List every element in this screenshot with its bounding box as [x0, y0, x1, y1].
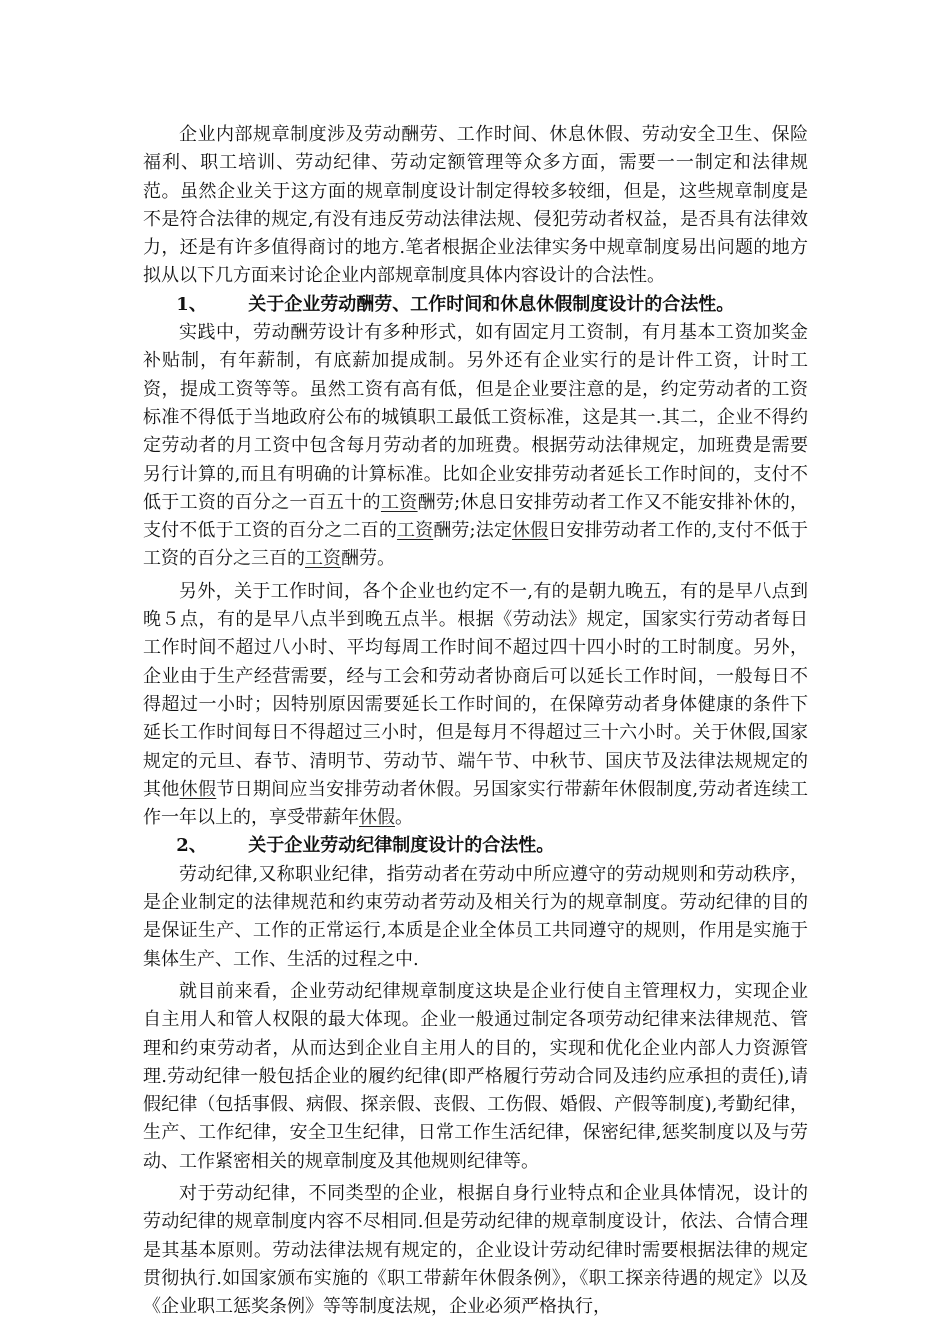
text-run: 酬劳;休息日安排劳动者工作又不能安排补休的，支付不低于工资的百分之二百的	[143, 491, 809, 542]
paragraph-wages	[143, 319, 808, 574]
text-run: 酬劳。	[341, 548, 395, 570]
link-holiday[interactable]: 休假	[179, 778, 217, 800]
paragraph-discipline-scope: 就目前来看，企业劳动纪律规章制度这块是企业行使自主管理权力，实现企业自主用人和管人权限的最大体现。企业一般通过制定各项劳动纪律来法律规范、管理和约束劳动者，从而达到企业自主用人的目的，实现和优化企业内部人力资源管理.劳动纪律一般包括企业的履约纪律(即严格履行劳动合同及违约应承担的责任),请假纪律（包括事假、病假、探亲假、丧假、工伤假、婚假、产假等制度),考勤纪律，生产、工作纪律，安全卫生纪律，日常工作生活纪律，保密纪律,惩奖制度以及与劳动、工作紧密相关的规章制度及其他规则纪律等。	[143, 980, 808, 1172]
text-run: 酬劳;法定	[433, 520, 513, 542]
link-wage[interactable]: 工资	[396, 520, 434, 542]
text-run: 。	[395, 807, 413, 829]
link-wage[interactable]: 工资	[305, 548, 341, 570]
link-wage[interactable]: 工资	[380, 491, 418, 513]
intro-paragraph: 企业内部规章制度涉及劳动酬劳、工作时间、休息休假、劳动安全卫生、保险福利、职工培训、劳动纪律、劳动定额管理等众多方面，需要一一制定和法律规范。虽然企业关于这方面的规章制度设计制定得较多较细，但是，这些规章制度是不是符合法律的规定,有没有违反劳动法律法规、侵犯劳动者权益，是否具有法律效力，还是有许多值得商讨的地方.笔者根据企业法律实务中规章制度易出问题的地方拟从以下几方面来讨论企业内部规章制度具体内容设计的合法性。	[143, 124, 808, 287]
paragraph-discipline-principles: 对于劳动纪律，不同类型的企业，根据自身行业特点和企业具体情况，设计的劳动纪律的规章制度内容不尽相同.但是劳动纪律的规章制度设计，依法、合情合理是其基本原则。劳动法律法规有规定的，企业设计劳动纪律时需要根据法律的规定贯彻执行.如国家颁布实施的《职工带薪年休假条例》，《职工探亲待遇的规定》以及《企业职工惩奖条例》等等制度法规，企业必须严格执行，	[143, 1182, 808, 1318]
link-holiday[interactable]: 休假	[359, 807, 395, 829]
section-title-2: 关于企业劳动纪律制度设计的合法性。	[248, 835, 555, 857]
paragraph-working-hours	[143, 578, 808, 833]
text-run: 节日期间应当安排劳动者休假。另国家实行带薪年休假制度,劳动者连续工作一年以上的，享受带薪年	[143, 778, 809, 829]
link-holiday[interactable]: 休假	[512, 520, 549, 542]
section-number-1: 1、	[176, 293, 207, 315]
text-run: 另外，关于工作时间，各个企业也约定不一,有的是朝九晚五，有的是早八点到晚５点，有的是早八点半到晚五点半。根据《劳动法》规定，国家实行劳动者每日工作时间不超过八小时、平均每周工作时间不超过四十四小时的工时制度。另外，企业由于生产经营需要，经与工会和劳动者协商后可以延长工作时间，一般每日不得超过一小时；因特别原因需要延长工作时间的，在保障劳动者身体健康的条件下延长工作时间每日不得超过三小时，但是每月不得超过三十六小时。关于休假,国家规定的元旦、春节、清明节、劳动节、端午节、中秋节、国庆节及法律法规规定的其他	[143, 580, 808, 800]
text-run: 实践中，劳动酬劳设计有多种形式，如有固定月工资制，有月基本工资加奖金补贴制，有年薪制，有底薪加提成制。另外还有企业实行的是计件工资，计时工资，提成工资等等。虽然工资有高有低，但是企业要注意的是，约定劳动者的工资标准不得低于当地政府公布的城镇职工最低工资标准，这是其一.其二，企业不得约定劳动者的月工资中包含每月劳动者的加班费。根据劳动法律规定，加班费是需要另行计算的,而且有明确的计算标准。比如企业安排劳动者延长工作时间的，支付不低于工资的百分之一百五十的	[143, 322, 808, 513]
section-heading-1	[143, 291, 808, 319]
section-title-1: 关于企业劳动酬劳、工作时间和休息休假制度设计的合法性。	[248, 293, 735, 315]
section-heading-2	[143, 832, 808, 860]
section-number-2: 2、	[176, 835, 207, 857]
paragraph-discipline-definition: 劳动纪律,又称职业纪律，指劳动者在劳动中所应遵守的劳动规则和劳动秩序，是企业制定的法律规范和约束劳动者劳动及相关行为的规章制度。劳动纪律的目的是保证生产、工作的正常运行,本质是企业全体员工共同遵守的规则，作用是实施于集体生产、工作、生活的过程之中.	[143, 863, 808, 970]
text-run: 日安排劳动者工作的,支付不低于工资的百分之三百的	[143, 520, 808, 570]
document-body	[143, 121, 808, 1321]
